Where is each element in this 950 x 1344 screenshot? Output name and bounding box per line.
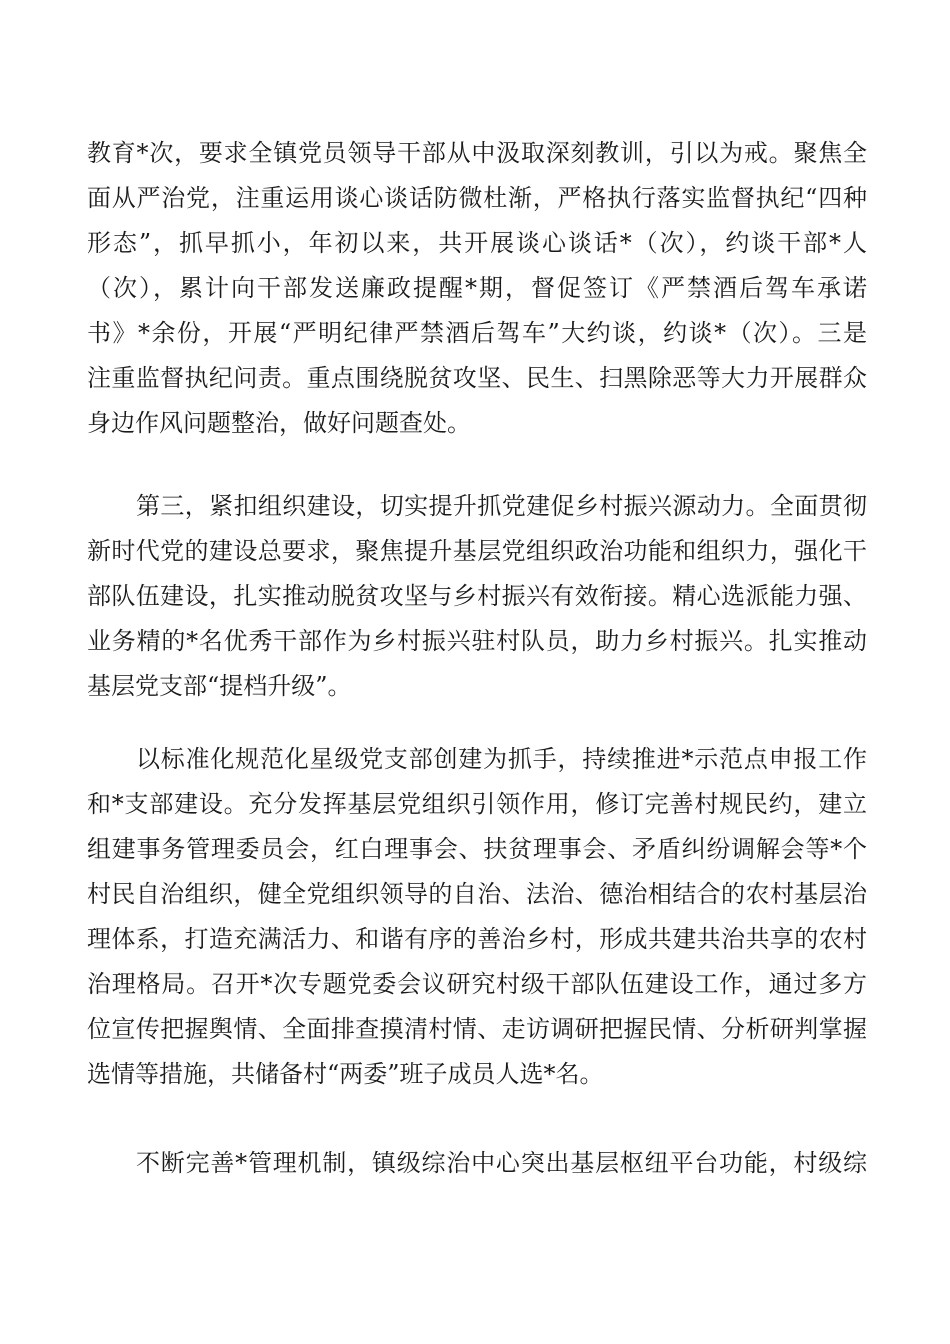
text-line: 注重监督执纪问责。重点围绕脱贫攻坚、民生、扫黑除恶等大力开展群众: [87, 364, 867, 392]
text-line: 身边作风问题整治，做好问题查处。: [87, 409, 471, 437]
text-line: 业务精的*名优秀干部作为乡村振兴驻村队员，助力乡村振兴。扎实推动: [87, 627, 867, 655]
text-line: 教育*次，要求全镇党员领导干部从中汲取深刻教训，引以为戒。聚焦全: [87, 139, 867, 167]
text-line: 新时代党的建设总要求，聚焦提升基层党组织政治功能和组织力，强化干: [87, 537, 867, 565]
text-line: 基层党支部“提档升级”。: [87, 672, 352, 700]
text-line: 治理格局。召开*次专题党委会议研究村级干部队伍建设工作，通过多方: [87, 970, 867, 998]
text-line: 部队伍建设，扎实推动脱贫攻坚与乡村振兴有效衔接。精心选派能力强、: [87, 582, 867, 610]
text-line: 不断完善*管理机制，镇级综治中心突出基层枢纽平台功能，村级综: [136, 1149, 867, 1177]
text-line: 理体系，打造充满活力、和谐有序的善治乡村，形成共建共治共享的农村: [87, 925, 867, 953]
text-line: 位宣传把握舆情、全面排查摸清村情、走访调研把握民情、分析研判掌握: [87, 1015, 867, 1043]
text-line: 书》*余份，开展“严明纪律严禁酒后驾车”大约谈，约谈*（次）。三是: [87, 319, 867, 347]
text-line: 第三，紧扣组织建设，切实提升抓党建促乡村振兴源动力。全面贯彻: [136, 492, 867, 520]
text-line: 和*支部建设。充分发挥基层党组织引领作用，修订完善村规民约，建立: [87, 790, 867, 818]
text-line: 选情等措施，共储备村“两委”班子成员人选*名。: [87, 1060, 604, 1088]
text-line: 组建事务管理委员会，红白理事会、扶贫理事会、矛盾纠纷调解会等*个: [87, 835, 867, 863]
text-line: 以标准化规范化星级党支部创建为抓手，持续推进*示范点申报工作: [136, 745, 867, 773]
text-line: 面从严治党，注重运用谈心谈话防微杜渐，严格执行落实监督执纪“四种: [87, 184, 867, 212]
text-line: （次），累计向干部发送廉政提醒*期，督促签订《严禁酒后驾车承诺: [87, 274, 867, 302]
text-line: 村民自治组织，健全党组织领导的自治、法治、德治相结合的农村基层治: [87, 880, 867, 908]
text-line: 形态”，抓早抓小，年初以来，共开展谈心谈话*（次），约谈干部*人: [87, 229, 867, 257]
